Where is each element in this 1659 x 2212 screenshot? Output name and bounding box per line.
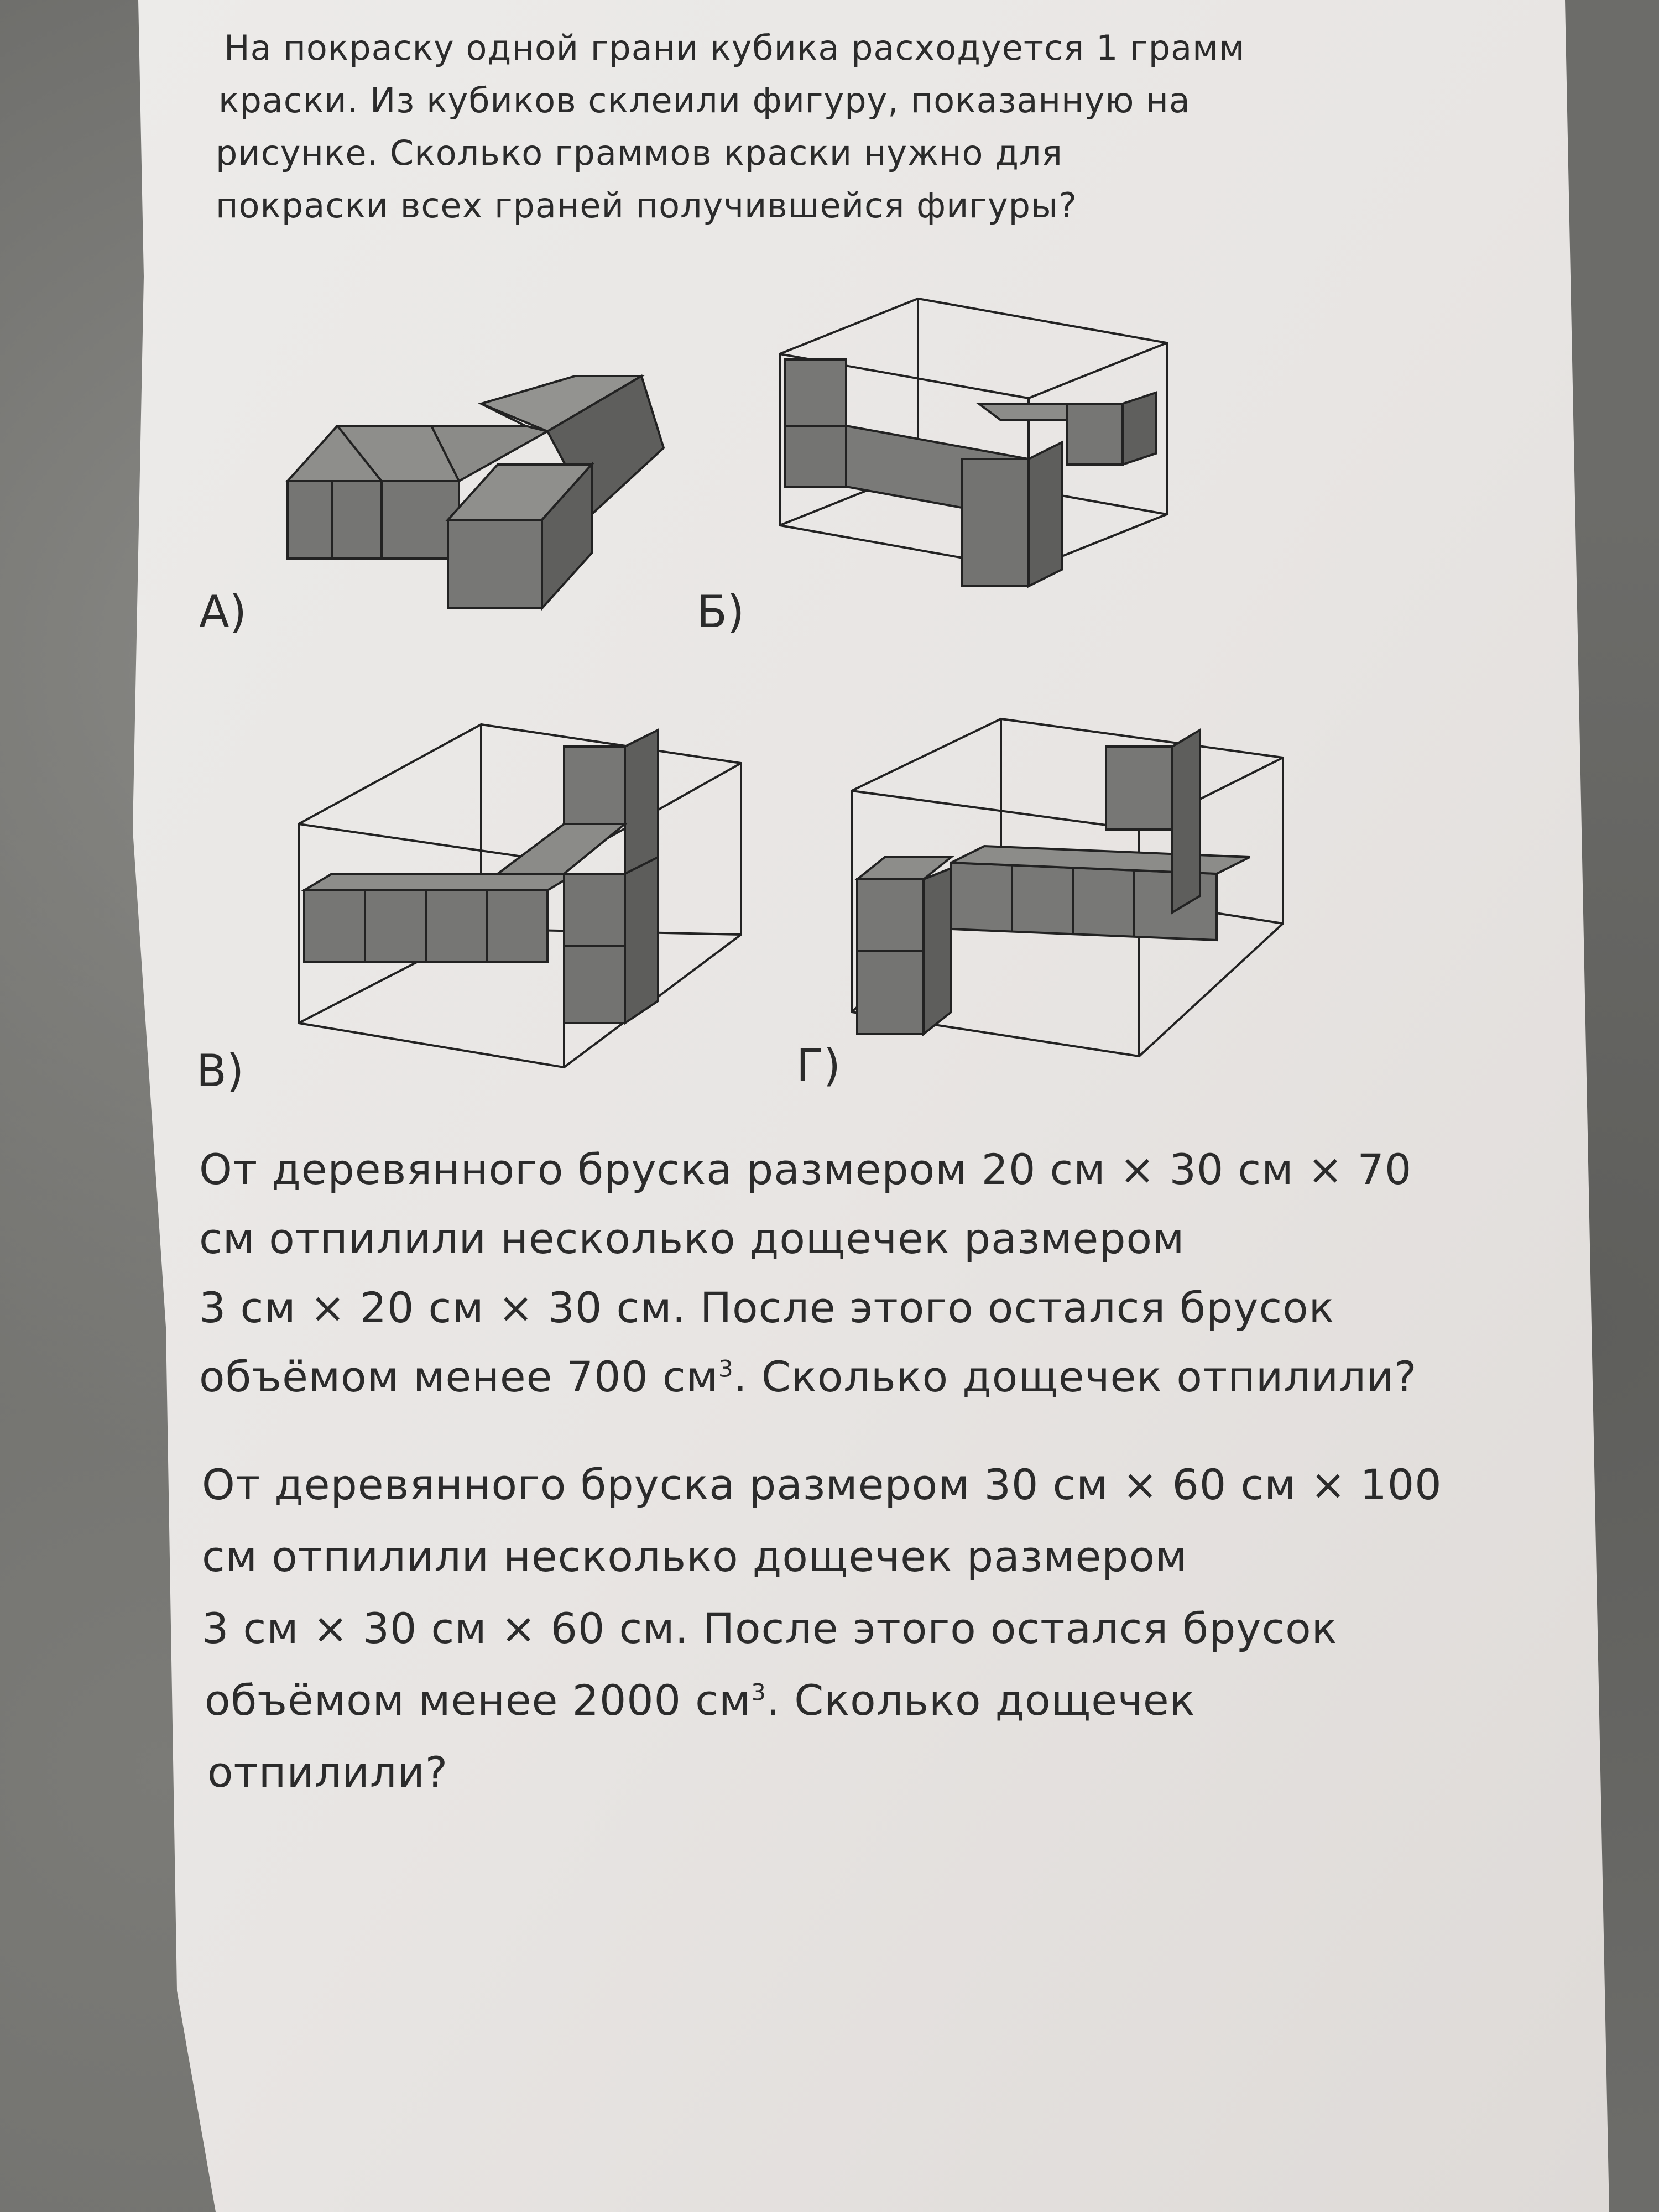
problem-2-line-1: От деревянного бруска размером 20 см × 30 см × 70 (199, 1145, 1412, 1194)
problem-3-line-4-post: . Сколько дощечек (766, 1676, 1196, 1725)
figure-g-label: Г) (796, 1040, 841, 1091)
problem-1-line-4: покраски всех граней получившейся фигуры? (216, 185, 1077, 226)
problem-3-line-2: см отпилили несколько дощечек размером (202, 1532, 1188, 1581)
problem-3-line-4 (205, 1676, 1196, 1725)
problem-3-line-1: От деревянного бруска размером 30 см × 60 см × 100 (202, 1460, 1442, 1509)
figure-b-label: Б) (697, 586, 745, 638)
figure-v-label: В) (196, 1045, 244, 1097)
problem-2-line-2: см отпилили несколько дощечек размером (199, 1214, 1185, 1263)
problem-3-line-3: 3 см × 30 см × 60 см. После этого остался брусок (202, 1604, 1338, 1653)
problem-3-line-4-pre: объёмом менее 2000 см (205, 1676, 752, 1725)
problem-2-line-4-post: . Сколько дощечек отпилили? (733, 1352, 1417, 1401)
figure-g-cube-shape (841, 713, 1294, 1078)
figure-a-label: А) (199, 586, 247, 638)
problem-2-line-3: 3 см × 20 см × 30 см. После этого остался брусок (199, 1283, 1335, 1332)
problem-2-line-4-sup: 3 (718, 1355, 734, 1383)
figure-a-cube-shape (265, 354, 686, 630)
problem-2-line-4-pre: объёмом менее 700 см (199, 1352, 718, 1401)
figure-b-cube-shape (769, 293, 1178, 625)
problem-1-line-2: краски. Из кубиков склеили фигуру, показанную на (218, 80, 1191, 121)
problem-1-line-3: рисунке. Сколько граммов краски нужно для (216, 133, 1063, 173)
problem-2-line-4 (199, 1352, 1417, 1401)
figure-v-cube-shape (288, 713, 752, 1089)
problem-1-line-1: На покраску одной грани кубика расходуется 1 грамм (224, 28, 1245, 68)
problem-3-line-5: отпилили? (207, 1747, 448, 1797)
problem-3-line-4-sup: 3 (751, 1678, 766, 1706)
